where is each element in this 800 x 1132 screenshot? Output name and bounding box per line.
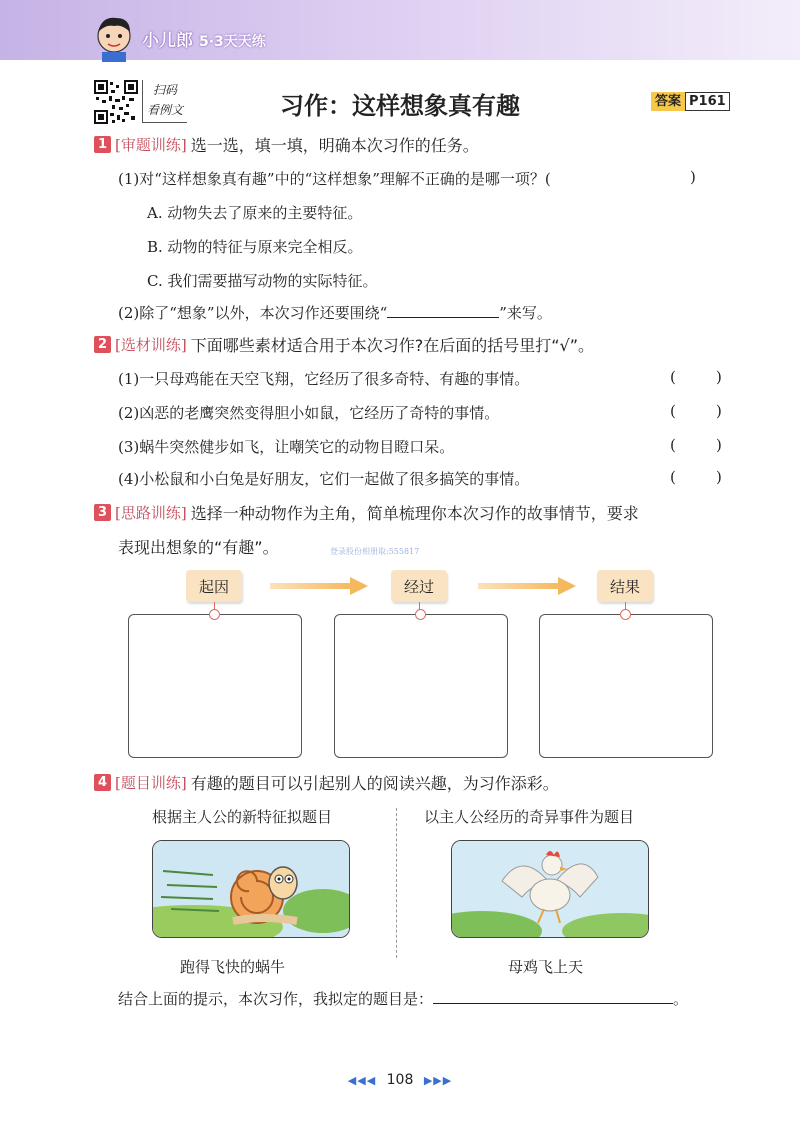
q2-paren-close: ) xyxy=(716,402,722,420)
flow-box-cause[interactable] xyxy=(128,614,302,758)
connector-dot xyxy=(415,609,426,620)
question-text: 选择一种动物作为主角，简单梳理你本次习作的故事情节，要求 xyxy=(190,503,639,523)
brand-series: 5·3天天练 xyxy=(199,34,266,50)
mascot-icon xyxy=(92,14,136,62)
header-band xyxy=(0,0,800,60)
answer-badge xyxy=(651,92,730,111)
q2-paren-close: ) xyxy=(716,368,722,386)
q2-paren-open[interactable]: ( xyxy=(670,368,676,386)
q1-option-a: A. 动物失去了原来的主要特征。 xyxy=(147,204,363,222)
brand xyxy=(142,26,266,51)
flow-box-result[interactable] xyxy=(539,614,713,758)
q2-item-2: (2)凶恶的老鹰突然变得胆小如鼠，它经历了奇特的事情。 xyxy=(118,404,500,422)
hint-left: 根据主人公的新特征拟题目 xyxy=(152,808,333,826)
q2-item-1: (1)一只母鸡能在天空飞翔，它经历了很多奇特、有趣的事情。 xyxy=(118,370,530,388)
left-arrows-icon: ◀◀◀ xyxy=(347,1074,377,1087)
snail-icon xyxy=(153,841,349,937)
final-text: 结合上面的提示，本次习作，我拟定的题目是： xyxy=(118,990,434,1008)
question-1-heading xyxy=(94,132,479,156)
scan-label-1: 扫码 xyxy=(152,83,177,97)
dashed-divider xyxy=(396,808,397,958)
answer-label: 答案 xyxy=(651,92,685,111)
connector-dot xyxy=(209,609,220,620)
question-number: 3 xyxy=(94,504,111,521)
q1-answer-blank[interactable] xyxy=(387,303,499,318)
question-tag: [题目训练] xyxy=(115,773,187,792)
hen-icon xyxy=(452,841,648,937)
question-3-text-2: 表现出想象的“有趣”。 xyxy=(118,537,279,557)
question-text: 下面哪些素材适合用于本次习作?在后面的括号里打“√”。 xyxy=(190,335,594,355)
right-arrows-icon: ▶▶▶ xyxy=(423,1074,453,1087)
question-number: 2 xyxy=(94,336,111,353)
flow-box-process[interactable] xyxy=(334,614,508,758)
question-2-heading xyxy=(94,332,594,356)
brand-name: 小儿郎 xyxy=(142,31,193,51)
q2-paren-open[interactable]: ( xyxy=(670,402,676,420)
q2-paren-open[interactable]: ( xyxy=(670,468,676,486)
snail-illustration xyxy=(152,840,350,938)
title-answer-blank[interactable] xyxy=(433,989,673,1004)
q1-sub2-a: (2)除了“想象”以外，本次习作还要围绕“ xyxy=(118,304,388,322)
page-title: 习作：这样想象真有趣 xyxy=(280,92,520,120)
q2-paren-close: ) xyxy=(716,436,722,454)
question-tag: [思路训练] xyxy=(115,503,187,522)
question-4-heading xyxy=(94,770,559,794)
q1-sub2-b: ”来写。 xyxy=(499,304,552,322)
q1-option-b: B. 动物的特征与原来完全相反。 xyxy=(147,238,363,256)
flow-node-result: 结果 xyxy=(597,570,653,602)
hen-illustration xyxy=(451,840,649,938)
caption-left: 跑得飞快的蜗牛 xyxy=(180,958,286,976)
page-footer xyxy=(0,1072,800,1088)
question-text: 选一选，填一填，明确本次习作的任务。 xyxy=(190,135,479,155)
q1-sub1-close: ) xyxy=(690,168,696,186)
question-number: 1 xyxy=(94,136,111,153)
question-number: 4 xyxy=(94,774,111,791)
question-tag: [审题训练] xyxy=(115,135,187,154)
flow-node-process: 经过 xyxy=(391,570,447,602)
question-3-heading xyxy=(94,500,639,524)
q1-option-c: C. 我们需要描写动物的实际特征。 xyxy=(147,272,378,290)
flow-arrow-icon xyxy=(270,576,370,596)
caption-right: 母鸡飞上天 xyxy=(508,958,584,976)
watermark: 登录股份相册取:555817 xyxy=(330,547,420,556)
q2-paren-open[interactable]: ( xyxy=(670,436,676,454)
flow-arrow-icon xyxy=(478,576,578,596)
final-prompt xyxy=(118,988,688,1009)
scan-label-2: 看例文 xyxy=(146,103,183,117)
question-tag: [选材训练] xyxy=(115,335,187,354)
hint-right: 以主人公经历的奇异事件为题目 xyxy=(424,808,635,826)
final-end: 。 xyxy=(673,990,689,1008)
q2-item-3: (3)蜗牛突然健步如飞，让嘲笑它的动物目瞪口呆。 xyxy=(118,438,455,456)
q1-sub1: (1)对“这样想象真有趣”中的“这样想象”理解不正确的是哪一项？( xyxy=(118,170,551,188)
question-text: 有趣的题目可以引起别人的阅读兴趣，为习作添彩。 xyxy=(190,773,559,793)
q1-sub2 xyxy=(118,302,552,323)
q2-paren-close: ) xyxy=(716,468,722,486)
flow-node-cause: 起因 xyxy=(186,570,242,602)
answer-page: P161 xyxy=(685,92,730,111)
page-number: 108 xyxy=(386,1072,414,1088)
q2-item-4: (4)小松鼠和小白兔是好朋友，它们一起做了很多搞笑的事情。 xyxy=(118,470,530,488)
connector-dot xyxy=(620,609,631,620)
